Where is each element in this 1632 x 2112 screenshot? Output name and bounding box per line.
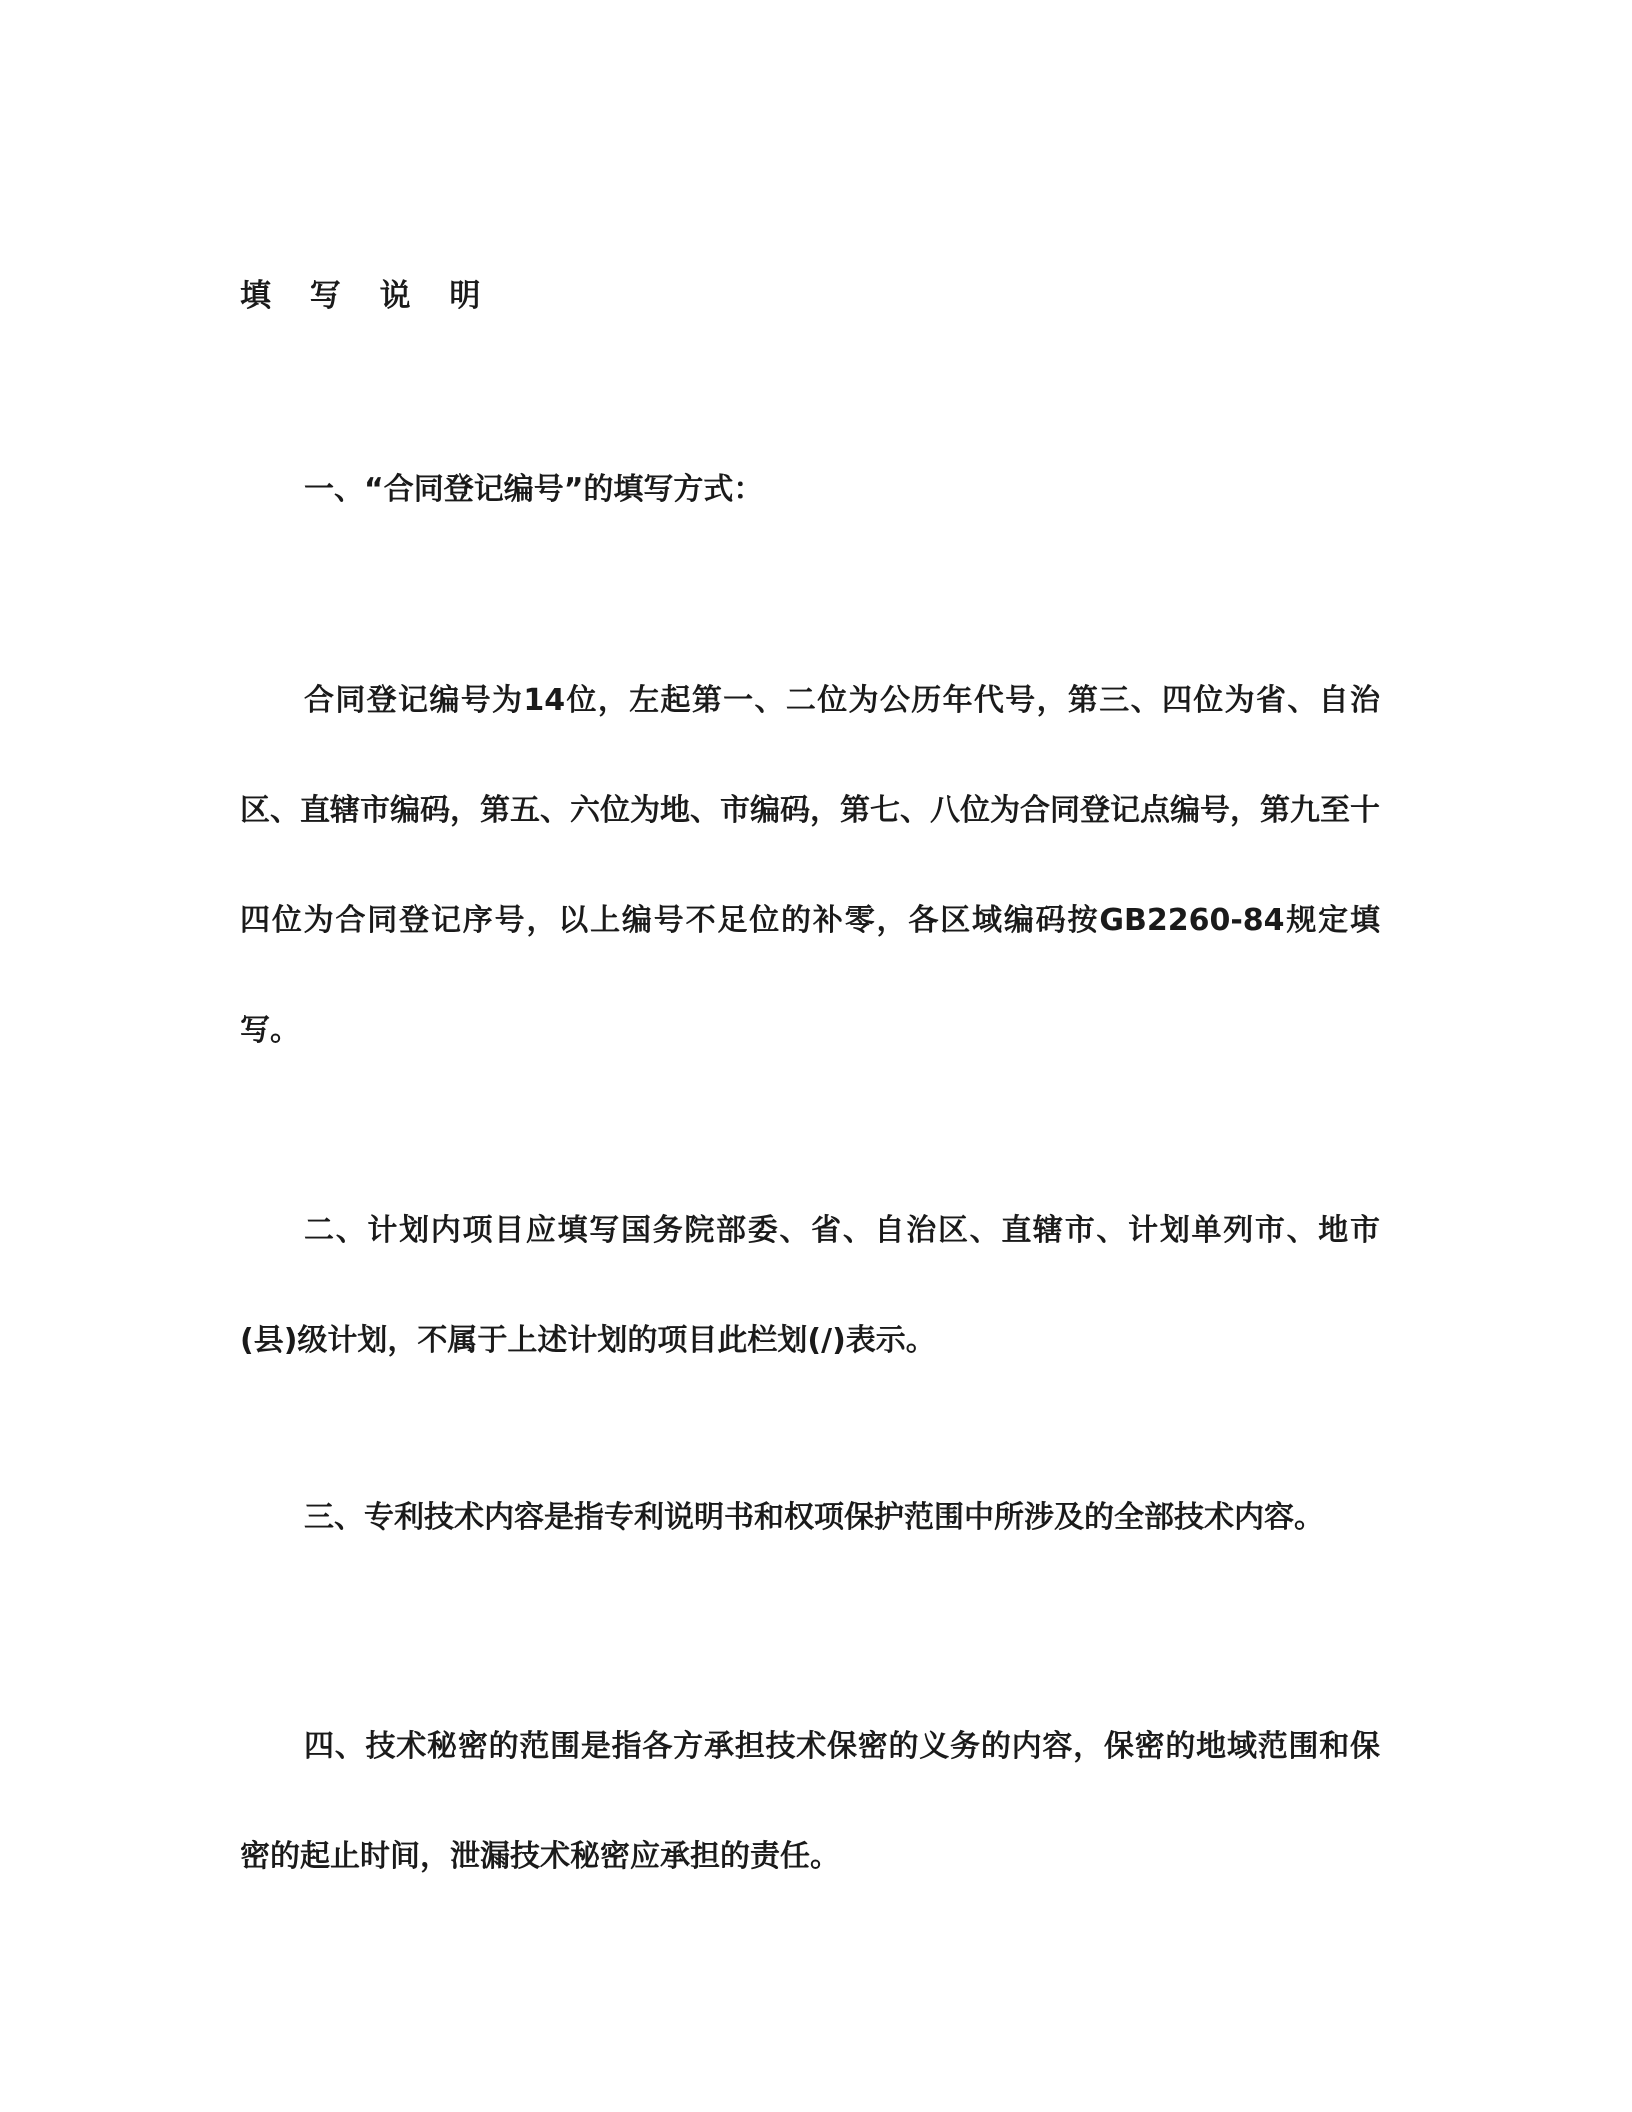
section-1-body: 合同登记编号为14位，左起第一、二位为公历年代号，第三、四位为省、自治区、直辖市编码，第五、六位为地、市编码，第七、八位为合同登记点编号，第九至十四位为合同登记序号，以上编号不足位的补零，各区域编码按GB2260-84规定填写。 — [240, 683, 1380, 1048]
page-title: 填 写 说 明 — [240, 278, 495, 314]
section-4-body: 四、技术秘密的范围是指各方承担技术保密的义务的内容，保密的地域范围和保密的起止时间，泄漏技术秘密应承担的责任。 — [240, 1729, 1380, 1874]
section-3-body: 三、专利技术内容是指专利说明书和权项保护范围中所涉及的全部技术内容。 — [304, 1500, 1324, 1535]
section-1-heading: 一、“合同登记编号”的填写方式： — [304, 472, 764, 507]
section-2-body: 二、计划内项目应填写国务院部委、省、自治区、直辖市、计划单列市、地市(县)级计划，不属于上述计划的项目此栏划(/)表示。 — [240, 1213, 1380, 1358]
